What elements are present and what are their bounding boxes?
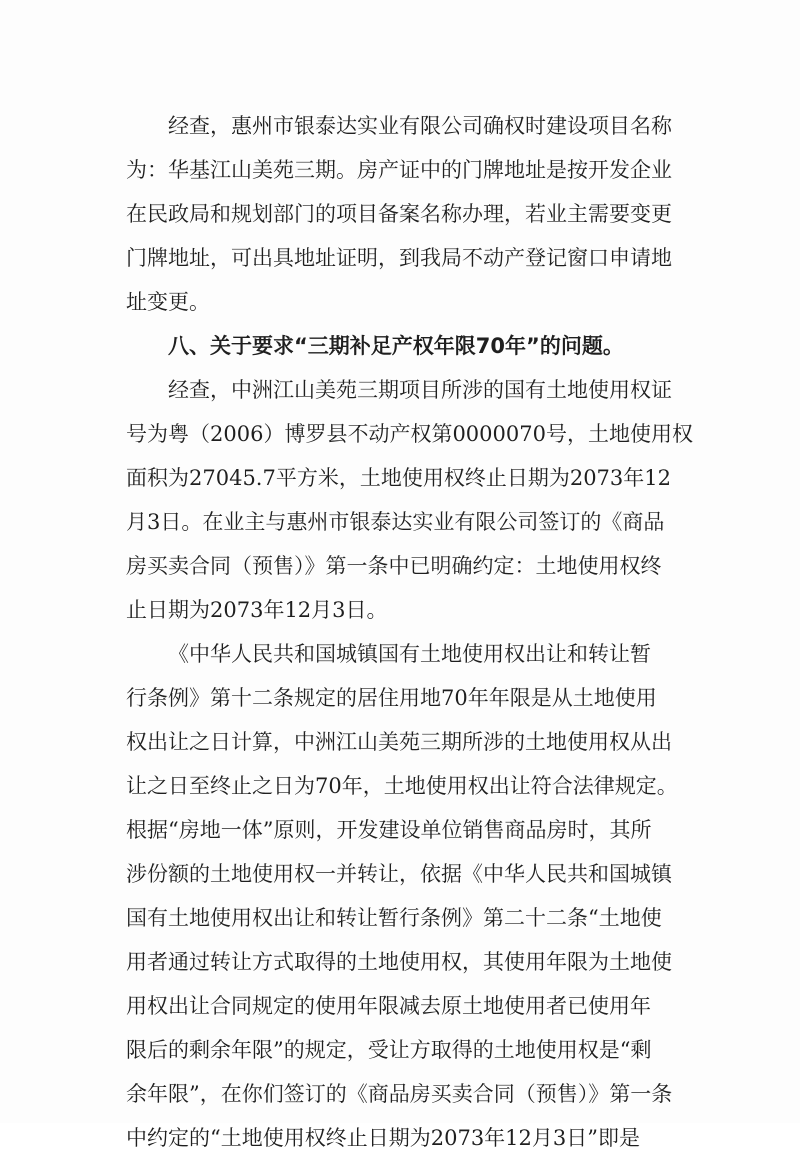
paragraph-line: 《中华人民共和国城镇国有土地使用权出让和转让暂 <box>168 642 651 666</box>
paragraph-line: 为：华基江山美苑三期。房产证中的门牌地址是按开发企业 <box>126 158 672 182</box>
paragraph-line: 月3日。在业主与惠州市银泰达实业有限公司签订的《商品 <box>126 510 665 534</box>
paragraph-line: 权出让之日计算，中洲江山美苑三期所涉的土地使用权从出 <box>126 730 672 754</box>
paragraph-line: 国有土地使用权出让和转让暂行条例》第二十二条“土地使 <box>126 906 662 930</box>
paragraph-line: 经查，惠州市银泰达实业有限公司确权时建设项目名称 <box>168 114 672 138</box>
paragraph-line: 止日期为2073年12月3日。 <box>126 598 388 622</box>
paragraph-line: 根据“房地一体”原则，开发建设单位销售商品房时，其所 <box>126 818 652 842</box>
paragraph-line: 在民政局和规划部门的项目备案名称办理，若业主需要变更 <box>126 202 672 226</box>
section-heading: 八、关于要求“三期补足产权年限70年”的问题。 <box>168 334 624 358</box>
paragraph-line: 房买卖合同（预售）》第一条中已明确约定：土地使用权终 <box>126 554 662 578</box>
paragraph-line: 限后的剩余年限”的规定，受让方取得的土地使用权是“剩 <box>126 1038 652 1062</box>
paragraph-line: 余年限”，在你们签订的《商品房买卖合同（预售）》第一条 <box>126 1082 673 1106</box>
paragraph-line: 中约定的“土地使用权终止日期为2073年12月3日”即是 <box>126 1126 640 1150</box>
paragraph-line: 用权出让合同规定的使用年限减去原土地使用者已使用年 <box>126 994 651 1018</box>
paragraph-line: 经查，中洲江山美苑三期项目所涉的国有土地使用权证 <box>168 378 672 402</box>
paragraph-line: 号为粤（2006）博罗县不动产权第0000070号，土地使用权 <box>126 422 693 446</box>
paragraph-line: 让之日至终止之日为70年，土地使用权出让符合法律规定。 <box>126 774 678 798</box>
paragraph-line: 行条例》第十二条规定的居住用地70年年限是从土地使用 <box>126 686 657 710</box>
paragraph-line: 面积为27045.7平方米，土地使用权终止日期为2073年12 <box>126 466 672 490</box>
paragraph-line: 涉份额的土地使用权一并转让，依据《中华人民共和国城镇 <box>126 862 672 886</box>
paragraph-line: 址变更。 <box>126 290 210 314</box>
paragraph-line: 用者通过转让方式取得的土地使用权，其使用年限为土地使 <box>126 950 672 974</box>
paragraph-line: 门牌地址，可出具地址证明，到我局不动产登记窗口申请地 <box>126 246 672 270</box>
